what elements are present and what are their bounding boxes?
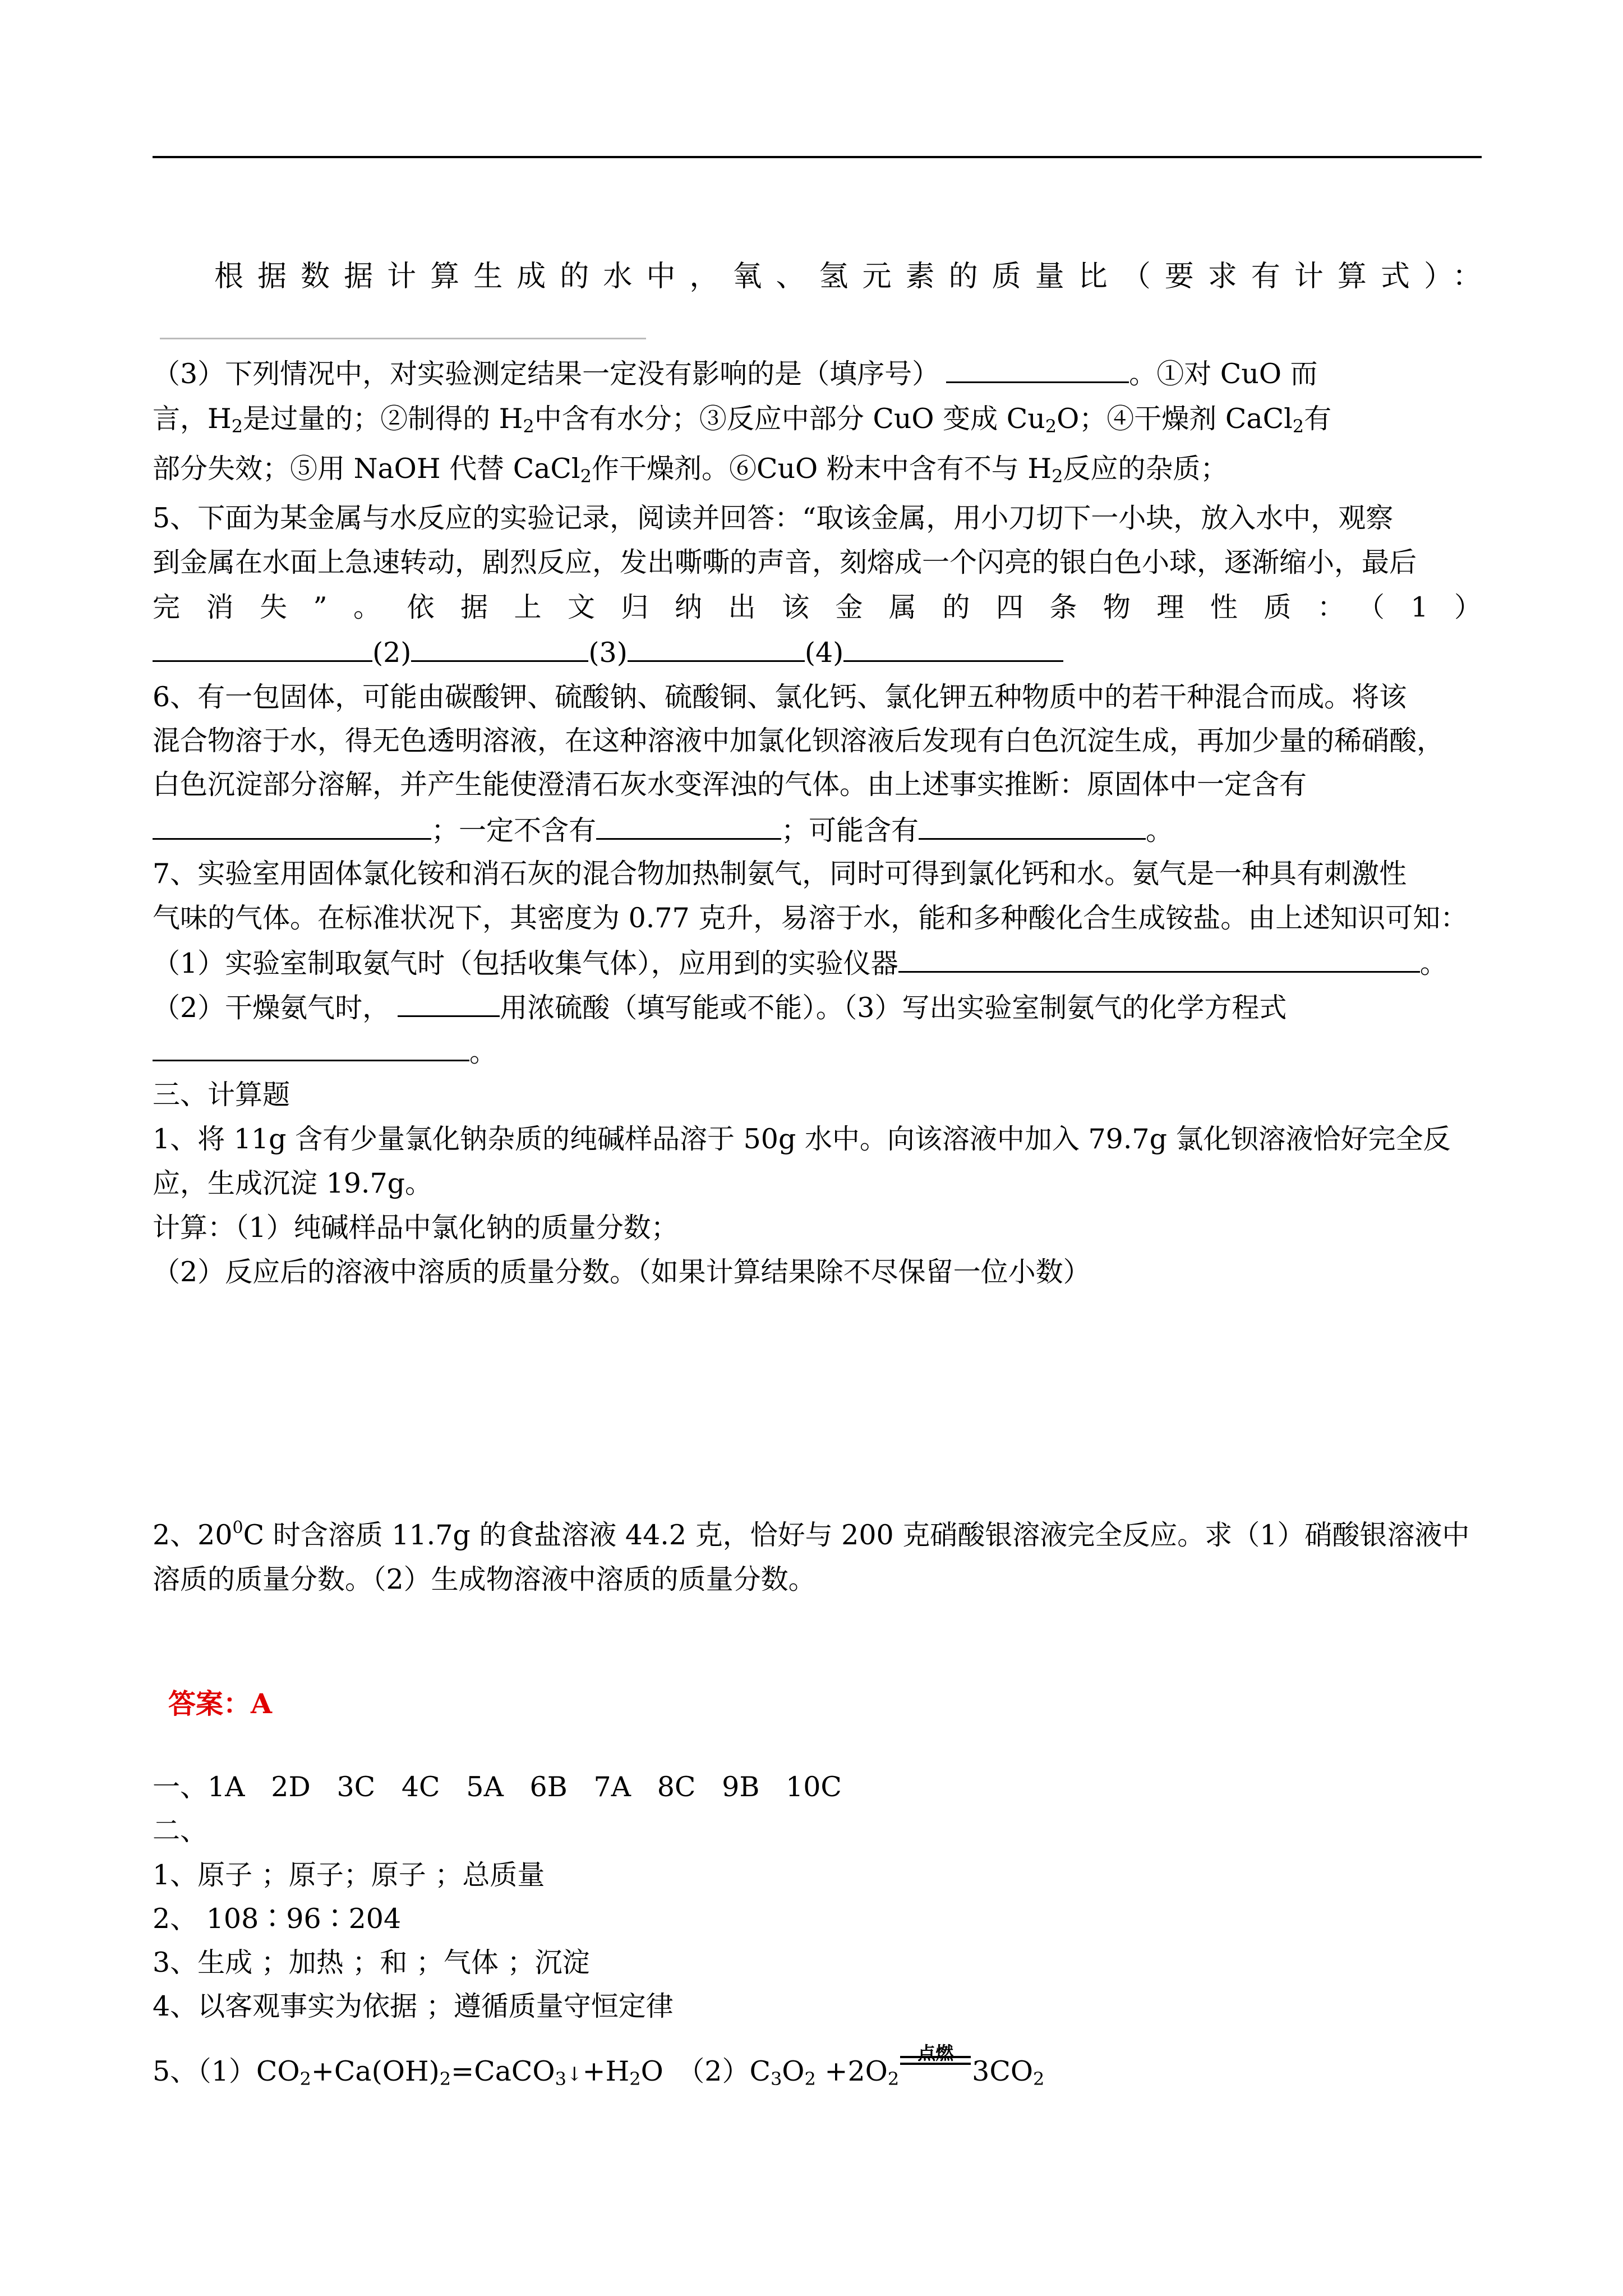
q6-line1: 6、有一包固体，可能由碳酸钾、硫酸钠、硫酸铜、氯化钙、氯化钾五种物质中的若干种混合而成。将该 [153,681,1407,713]
q6-line2: 混合物溶于水，得无色透明溶液，在这种溶液中加氯化钡溶液后发现有白色沉淀生成，再加少量的稀硝酸， [153,725,1445,757]
q5-blanks: (2) (3) (4) [153,634,1063,670]
q5-blank-4[interactable] [843,634,1063,662]
q7-line1: 7、实验室用固体氯化铵和消石灰的混合物加热制氨气，同时可得到氯化钙和水。氨气是一种具有刺激性 [153,858,1407,890]
q6-blank-contains[interactable] [153,812,431,840]
q7-blank-dry[interactable] [398,990,500,1017]
q5-line3: 完消失”。依据上文归纳出该金属的四条物理性质：（1） [153,591,1482,623]
answers-part2: 二、 [153,1815,208,1847]
precipitate-arrow: ↓ [566,2063,583,2086]
answer-blank-line [160,338,646,339]
q7-blank-instruments[interactable] [898,945,1420,973]
q6-line3: 白色沉淀部分溶解，并产生能使澄清石灰水变浑浊的气体。由上述事实推断：原固体中一定含有 [153,769,1307,800]
answer-3: 3、生成 ；加热 ；和 ；气体 ；沉淀 [153,1947,590,1978]
q4-part3-text: （3）下列情况中，对实验测定结果一定没有影响的是（填序号） [153,358,940,390]
q4-part3-line2: 言，$H_2$是过量的；②制得的 $H_2$中含有水分；③反应中部分 CuO 变成 $Cu_2O$；④干燥剂 CaCl$_2$有 [153,403,1332,437]
calc1-line4: （2）反应后的溶液中溶质的质量分数。（如果计算结果除不尽保留一位小数） [153,1256,1091,1288]
calc1-line1: 1、将 11g 含有少量氯化钠杂质的纯碱样品溶于 50g 水中。向该溶液中加入 79.7g 氯化钡溶液恰好完全反 [153,1123,1451,1155]
q7-blank-equation[interactable] [153,1034,469,1061]
answers-mc: 一、1A 2D 3C 4C 5A 6B 7A 8C 9B 10C [153,1771,842,1803]
answer-2: 2、 108∶96∶204 [153,1903,402,1935]
q7-line4: （2）干燥氨气时， 用浓硫酸（填写能或不能）。（3）写出实验室制氨气的化学方程式 [153,990,1287,1025]
reaction-condition: 点燃 [899,2053,972,2081]
answers-header: 答案：A [168,1687,273,1720]
q4-part3-blank[interactable] [946,356,1129,383]
section3-heading: 三、计算题 [153,1079,291,1111]
q5-line1: 5、下面为某金属与水反应的实验记录，阅读并回答：“取该金属，用小刀切下一小块，放入水中，观察 [153,502,1394,534]
calc2-line1: 2、$20^0C$ 时含溶质 11.7g 的食盐溶液 44.2 克，恰好与 200 克硝酸银溶液完全反应。求（1）硝酸银溶液中 [153,1518,1470,1551]
q5-blank-1[interactable] [153,634,372,662]
q6-line4: ；一定不含有 ；可能含有 。 [153,812,1173,848]
q6-blank-not-contains[interactable] [596,812,781,840]
header-rule [153,156,1482,158]
answer-5: 5、$(1)CO_2+Ca(OH)_2=CaCO_3↓+H_2O$ $(2)C_3O_2 +2O_2$ 点燃 $3CO_2$ [153,2042,1045,2090]
calc2-line2: 溶质的质量分数。（2）生成物溶液中溶质的质量分数。 [153,1563,816,1595]
calc1-line3: 计算：（1）纯碱样品中氯化钠的质量分数； [153,1212,679,1244]
q5-line2: 到金属在水面上急速转动，剧烈反应，发出嘶嘶的声音，刻熔成一个闪亮的银白色小球，逐渐缩小，最后 [153,546,1417,578]
q7-line3: （1）实验室制取氨气时（包括收集气体），应用到的实验仪器 。 [153,945,1447,981]
q5-blank-3[interactable] [628,634,805,662]
q6-blank-maybe[interactable] [919,812,1146,840]
calc1-line2: 应，生成沉淀 19.7g。 [153,1167,433,1199]
answer-1: 1、原子 ；原子；原子 ；总质量 [153,1859,545,1891]
answer-4: 4、以客观事实为依据 ；遵循质量守恒定律 [153,1990,674,2022]
q5-blank-2[interactable] [411,634,588,662]
ratio-prompt: 根据数据计算生成的水中，氧、氢元素的质量比（要求有计算式）： [214,260,1482,293]
q7-line5: 。 [153,1034,497,1070]
q4-part3-text: 。①对 CuO 而 [1129,358,1318,390]
q4-part3-line3: 部分失效；⑤用 NaOH 代替 CaCl$_2$作干燥剂。⑥CuO 粉末中含有不与 $H_2$反应的杂质； [153,453,1228,487]
q4-part3-line1 [153,356,1318,392]
q7-line2: 气味的气体。在标准状况下，其密度为 0.77 克升，易溶于水，能和多种酸化合生成铵盐。由上述知识可知： [153,902,1468,934]
